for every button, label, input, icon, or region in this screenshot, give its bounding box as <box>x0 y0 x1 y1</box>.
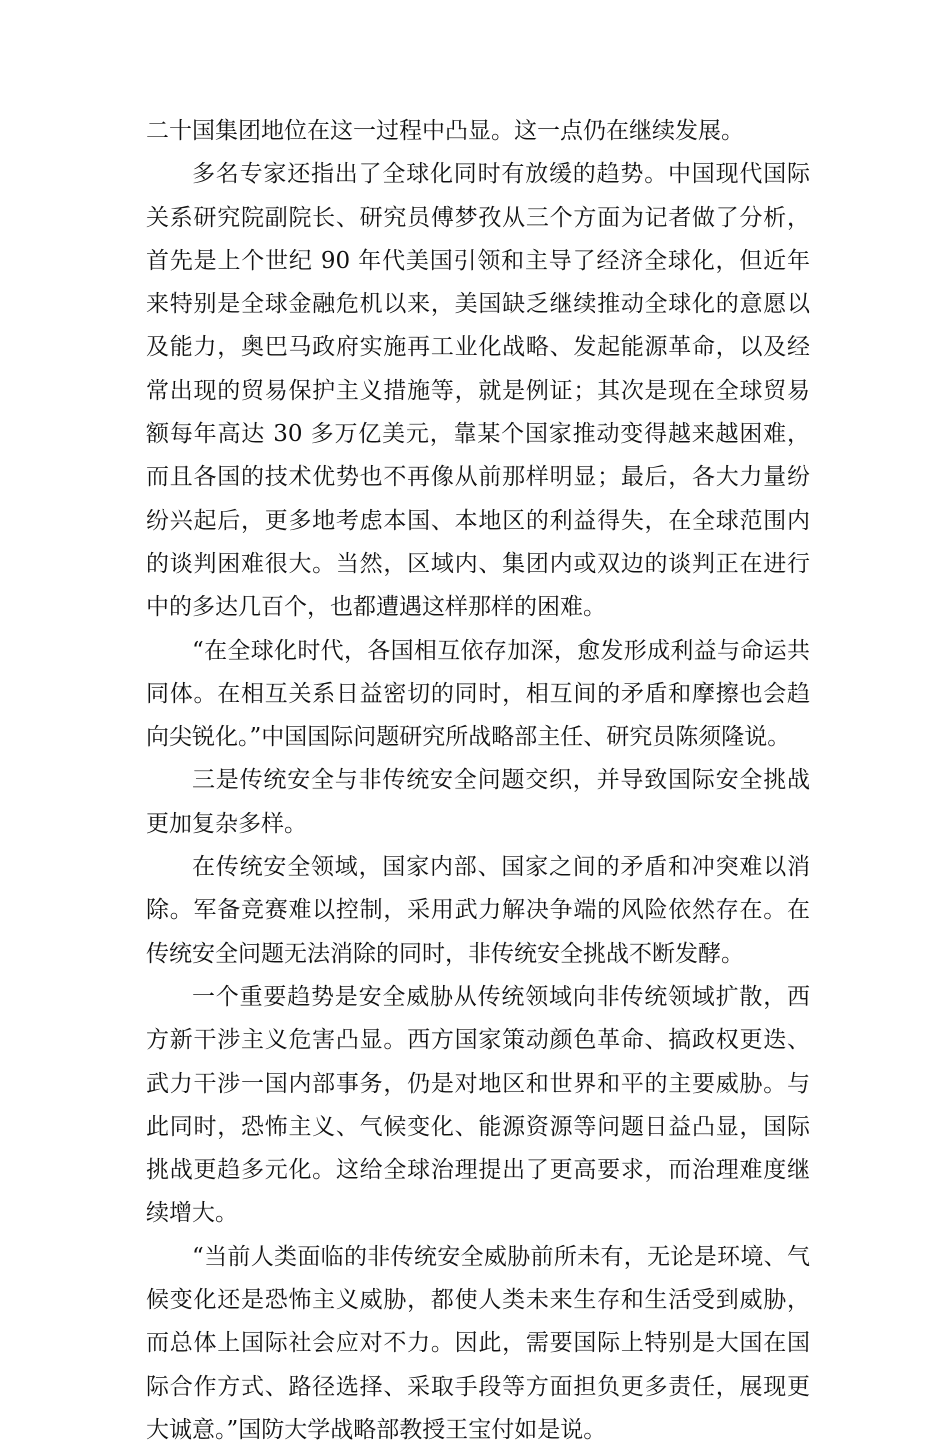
paragraph-globalization-slowdown: 多名专家还指出了全球化同时有放缓的趋势。中国现代国际关系研究院副院长、研究员傅梦孜从三个方面为记者做了分析，首先是上个世纪 90 年代美国引领和主导了经济全球化，但近年来特别是全球金融危机以来，美国缺乏继续推动全球化的意愿以及能力，奥巴马政府实施再工业化战略、发起能源革命，以及经常出现的贸易保护主义措施等，就是例证；其次是现在全球贸易额每年高达 30 多万亿美元，靠某个国家推动变得越来越困难，而且各国的技术优势也不再像从前那样明显；最后，各大力量纷纷兴起后，更多地考虑本国、本地区的利益得失，在全球范围内的谈判困难很大。当然，区域内、集团内或双边的谈判正在进行中的多达几百个，也都遭遇这样那样的困难。 <box>146 161 810 621</box>
paragraph-continued: 二十国集团地位在这一过程中凸显。这一点仍在继续发展。 <box>146 118 744 144</box>
document-body <box>146 110 810 1452</box>
paragraph-quote-wang-baofu: “当前人类面临的非传统安全威胁前所未有，无论是环境、气候变化还是恐怖主义威胁，都使人类未来生存和生活受到威胁，而总体上国际社会应对不力。因此，需要国际上特别是大国在国际合作方式、路径选择、采取手段等方面担负更多责任，展现更大诚意。”国防大学战略部教授王宝付如是说。 <box>146 1243 810 1443</box>
paragraph-security-threat-trend: 一个重要趋势是安全威胁从传统领域向非传统领域扩散，西方新干涉主义危害凸显。西方国家策动颜色革命、搞政权更迭、武力干涉一国内部事务，仍是对地区和世界和平的主要威胁。与此同时，恐怖主义、气候变化、能源资源等问题日益凸显，国际挑战更趋多元化。这给全球治理提出了更高要求，而治理难度继续增大。 <box>146 983 810 1227</box>
paragraph-quote-chen-xulong: “在全球化时代，各国相互依存加深，愈发形成利益与命运共同体。在相互关系日益密切的同时，相互间的矛盾和摩擦也会趋向尖锐化。”中国国际问题研究所战略部主任、研究员陈须隆说。 <box>146 637 810 751</box>
paragraph-security-issues: 三是传统安全与非传统安全问题交织，并导致国际安全挑战更加复杂多样。 <box>146 767 810 837</box>
paragraph-traditional-security: 在传统安全领域，国家内部、国家之间的矛盾和冲突难以消除。军备竞赛难以控制，采用武力解决争端的风险依然存在。在传统安全问题无法消除的同时，非传统安全挑战不断发酵。 <box>146 854 810 967</box>
